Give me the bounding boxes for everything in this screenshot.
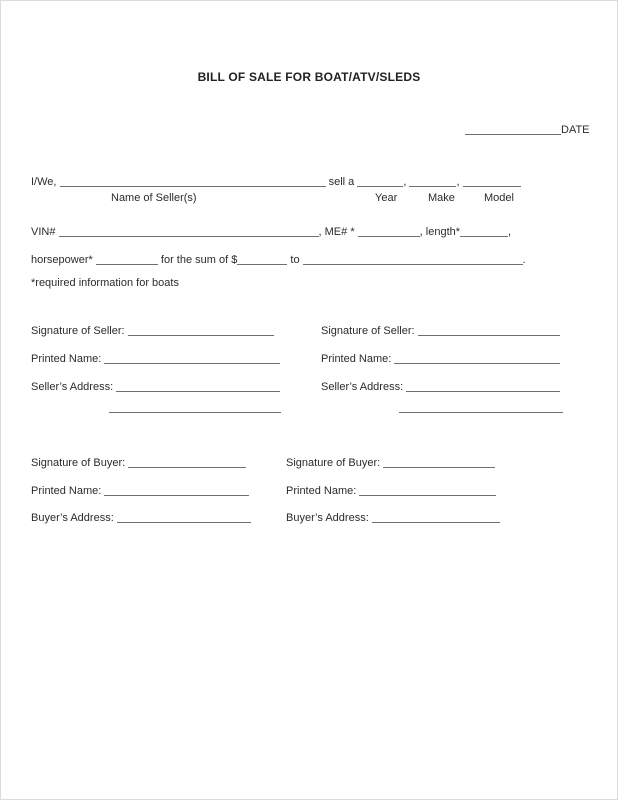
buyer-name-blank[interactable] xyxy=(303,252,523,265)
seller-address-cont-right xyxy=(399,398,563,415)
length-label: , length* xyxy=(419,226,461,238)
buyer-printed-name-blank-2[interactable] xyxy=(359,483,496,496)
comma-text: , xyxy=(456,176,460,188)
buyer-signature-blank-1[interactable] xyxy=(128,455,246,468)
comma-text: , xyxy=(508,226,512,238)
required-footnote: *required information for boats xyxy=(31,277,179,289)
buyer-printed-row-left xyxy=(31,481,249,498)
printed-name-label: Printed Name: xyxy=(286,485,357,497)
model-blank[interactable] xyxy=(463,174,521,187)
make-blank[interactable] xyxy=(409,174,456,187)
to-label: to xyxy=(290,254,300,266)
caption-model: Model xyxy=(484,192,514,204)
seller-address-cont-left xyxy=(109,398,281,415)
document-title: BILL OF SALE FOR BOAT/ATV/SLEDS xyxy=(197,70,421,84)
seller-address-continuation-blank-1[interactable] xyxy=(109,400,281,413)
seller-signature-blank-2[interactable] xyxy=(418,323,560,336)
comma-text: , xyxy=(403,176,407,188)
printed-name-label: Printed Name: xyxy=(31,353,102,365)
buyer-address-blank-1[interactable] xyxy=(117,510,251,523)
buyer-address-row-right xyxy=(286,508,500,525)
horsepower-label: horsepower* xyxy=(31,254,93,266)
vin-line xyxy=(31,222,511,239)
year-blank[interactable] xyxy=(357,174,403,187)
seller-address-label: Seller’s Address: xyxy=(321,381,404,393)
seller-signature-blank-1[interactable] xyxy=(128,323,274,336)
buyer-signature-row-left xyxy=(31,453,246,470)
vin-blank[interactable] xyxy=(59,224,319,237)
buyer-address-blank-2[interactable] xyxy=(372,510,500,523)
seller-address-row-left xyxy=(31,377,280,394)
length-blank[interactable] xyxy=(460,224,508,237)
seller-printed-name-blank-2[interactable] xyxy=(394,351,560,364)
sum-blank[interactable] xyxy=(237,252,287,265)
caption-name-of-sellers: Name of Seller(s) xyxy=(111,192,197,204)
printed-name-label: Printed Name: xyxy=(321,353,392,365)
seller-signature-row-right xyxy=(321,321,560,338)
buyer-signature-label: Signature of Buyer: xyxy=(286,457,381,469)
period-text: . xyxy=(522,254,526,266)
me-number-blank[interactable] xyxy=(358,224,420,237)
seller-printed-name-blank-1[interactable] xyxy=(104,351,280,364)
seller-address-label: Seller’s Address: xyxy=(31,381,114,393)
vin-label: VIN# xyxy=(31,226,56,238)
buyer-printed-row-right xyxy=(286,481,496,498)
intro-line xyxy=(31,172,521,189)
iwe-label: I/We, xyxy=(31,176,57,188)
seller-address-blank-1[interactable] xyxy=(116,379,280,392)
buyer-address-label: Buyer’s Address: xyxy=(31,512,114,524)
seller-address-row-right xyxy=(321,377,560,394)
date-line xyxy=(465,120,590,137)
printed-name-label: Printed Name: xyxy=(31,485,102,497)
seller-printed-row-right xyxy=(321,349,560,366)
buyer-printed-name-blank-1[interactable] xyxy=(104,483,249,496)
seller-signature-label: Signature of Seller: xyxy=(31,325,125,337)
caption-year: Year xyxy=(375,192,398,204)
date-blank[interactable] xyxy=(465,122,561,135)
horsepower-blank[interactable] xyxy=(96,252,158,265)
horsepower-line xyxy=(31,250,526,267)
caption-make: Make xyxy=(428,192,455,204)
seller-signature-row-left xyxy=(31,321,274,338)
seller-address-continuation-blank-2[interactable] xyxy=(399,400,563,413)
seller-printed-row-left xyxy=(31,349,280,366)
buyer-signature-row-right xyxy=(286,453,495,470)
sell-a-label: sell a xyxy=(328,176,355,188)
date-label: DATE xyxy=(561,124,590,136)
seller-signature-label: Signature of Seller: xyxy=(321,325,415,337)
buyer-signature-label: Signature of Buyer: xyxy=(31,457,126,469)
me-label: , ME# * xyxy=(318,226,355,238)
seller-address-blank-2[interactable] xyxy=(406,379,560,392)
buyer-signature-blank-2[interactable] xyxy=(383,455,495,468)
buyer-address-row-left xyxy=(31,508,251,525)
buyer-address-label: Buyer’s Address: xyxy=(286,512,369,524)
seller-name-blank[interactable] xyxy=(60,174,326,187)
sum-label: for the sum of $ xyxy=(160,254,238,266)
